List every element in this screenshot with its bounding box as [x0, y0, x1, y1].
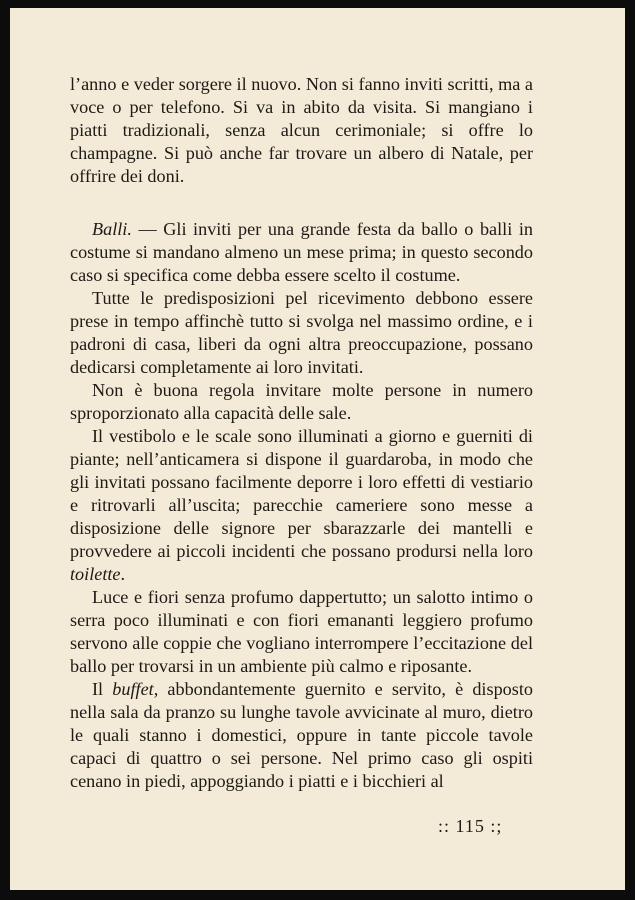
buffet-rest: abbondantemente guernito e servito, è disposto nella sala da pranzo su lunghe tavole avvicinate al muro, dietro le quali stanno i domestici, oppure in tante piccole tavole capaci di quattro o sei persone. Nel primo caso gli ospiti cenano in piedi, appoggiando i piatti e i bicchieri al — [70, 679, 533, 791]
book-page — [10, 8, 625, 890]
paragraph-regola: Non è buona regola invitare molte persone in numero sproporzionato alla capacità delle sale. — [70, 380, 533, 423]
paragraph-buffet — [70, 678, 533, 793]
buffet-word: buffet, — [112, 679, 159, 699]
section-title: Balli. — [92, 219, 132, 239]
paragraph-balli — [70, 218, 533, 287]
toilette-word: toilette — [70, 564, 121, 584]
paragraph-continuation: l’anno e veder sorgere il nuovo. Non si fanno inviti scritti, ma a voce o per telefono. Si va in abito da visita. Si mangiano i piatti tradizionali, senza alcun cerimoniale; si offre lo champagne. Si può anche far trovare un albero di Natale, per offrire dei doni. — [70, 74, 533, 186]
paragraph-vestibolo — [70, 425, 533, 586]
body-text — [70, 73, 533, 793]
vestibolo-period: . — [120, 564, 126, 584]
vestibolo-text: Il vestibolo e le scale sono illuminati a giorno e guerniti di piante; nell’anticamera si dispone il guardaroba, in modo che gli invitati possano facilmente deporre i loro effetti di vestiario e ritrovarli all’uscita; parecchie cameriere sono messe a disposizione delle signore per sbarazzarle dei mantelli e provvedere ai piccoli incidenti che possano prodursi nella loro — [70, 426, 533, 561]
buffet-start: Il — [92, 679, 113, 699]
section-intro: — Gli inviti per una grande festa da ballo o balli in costume si mandano almeno un mese prima; in questo secondo caso si specifica come debba essere scelto il costume. — [70, 219, 533, 285]
page-number: :: 115 :; — [438, 816, 503, 836]
paragraph-predisposizioni: Tutte le predisposizioni pel ricevimento debbono essere prese in tempo affinchè tutto si svolga nel massimo ordine, e i padroni di casa, liberi da ogni altra preoccupazione, possano dedicarsi completamente ai loro invitati. — [70, 288, 533, 377]
paragraph-luce: Luce e fiori senza profumo dappertutto; un salotto intimo o serra poco illuminati e con fiori emananti leggiero profumo servono alle coppie che vogliano interrompere l’eccitazione del ballo per trovarsi in un ambiente più calmo e riposante. — [70, 587, 533, 676]
